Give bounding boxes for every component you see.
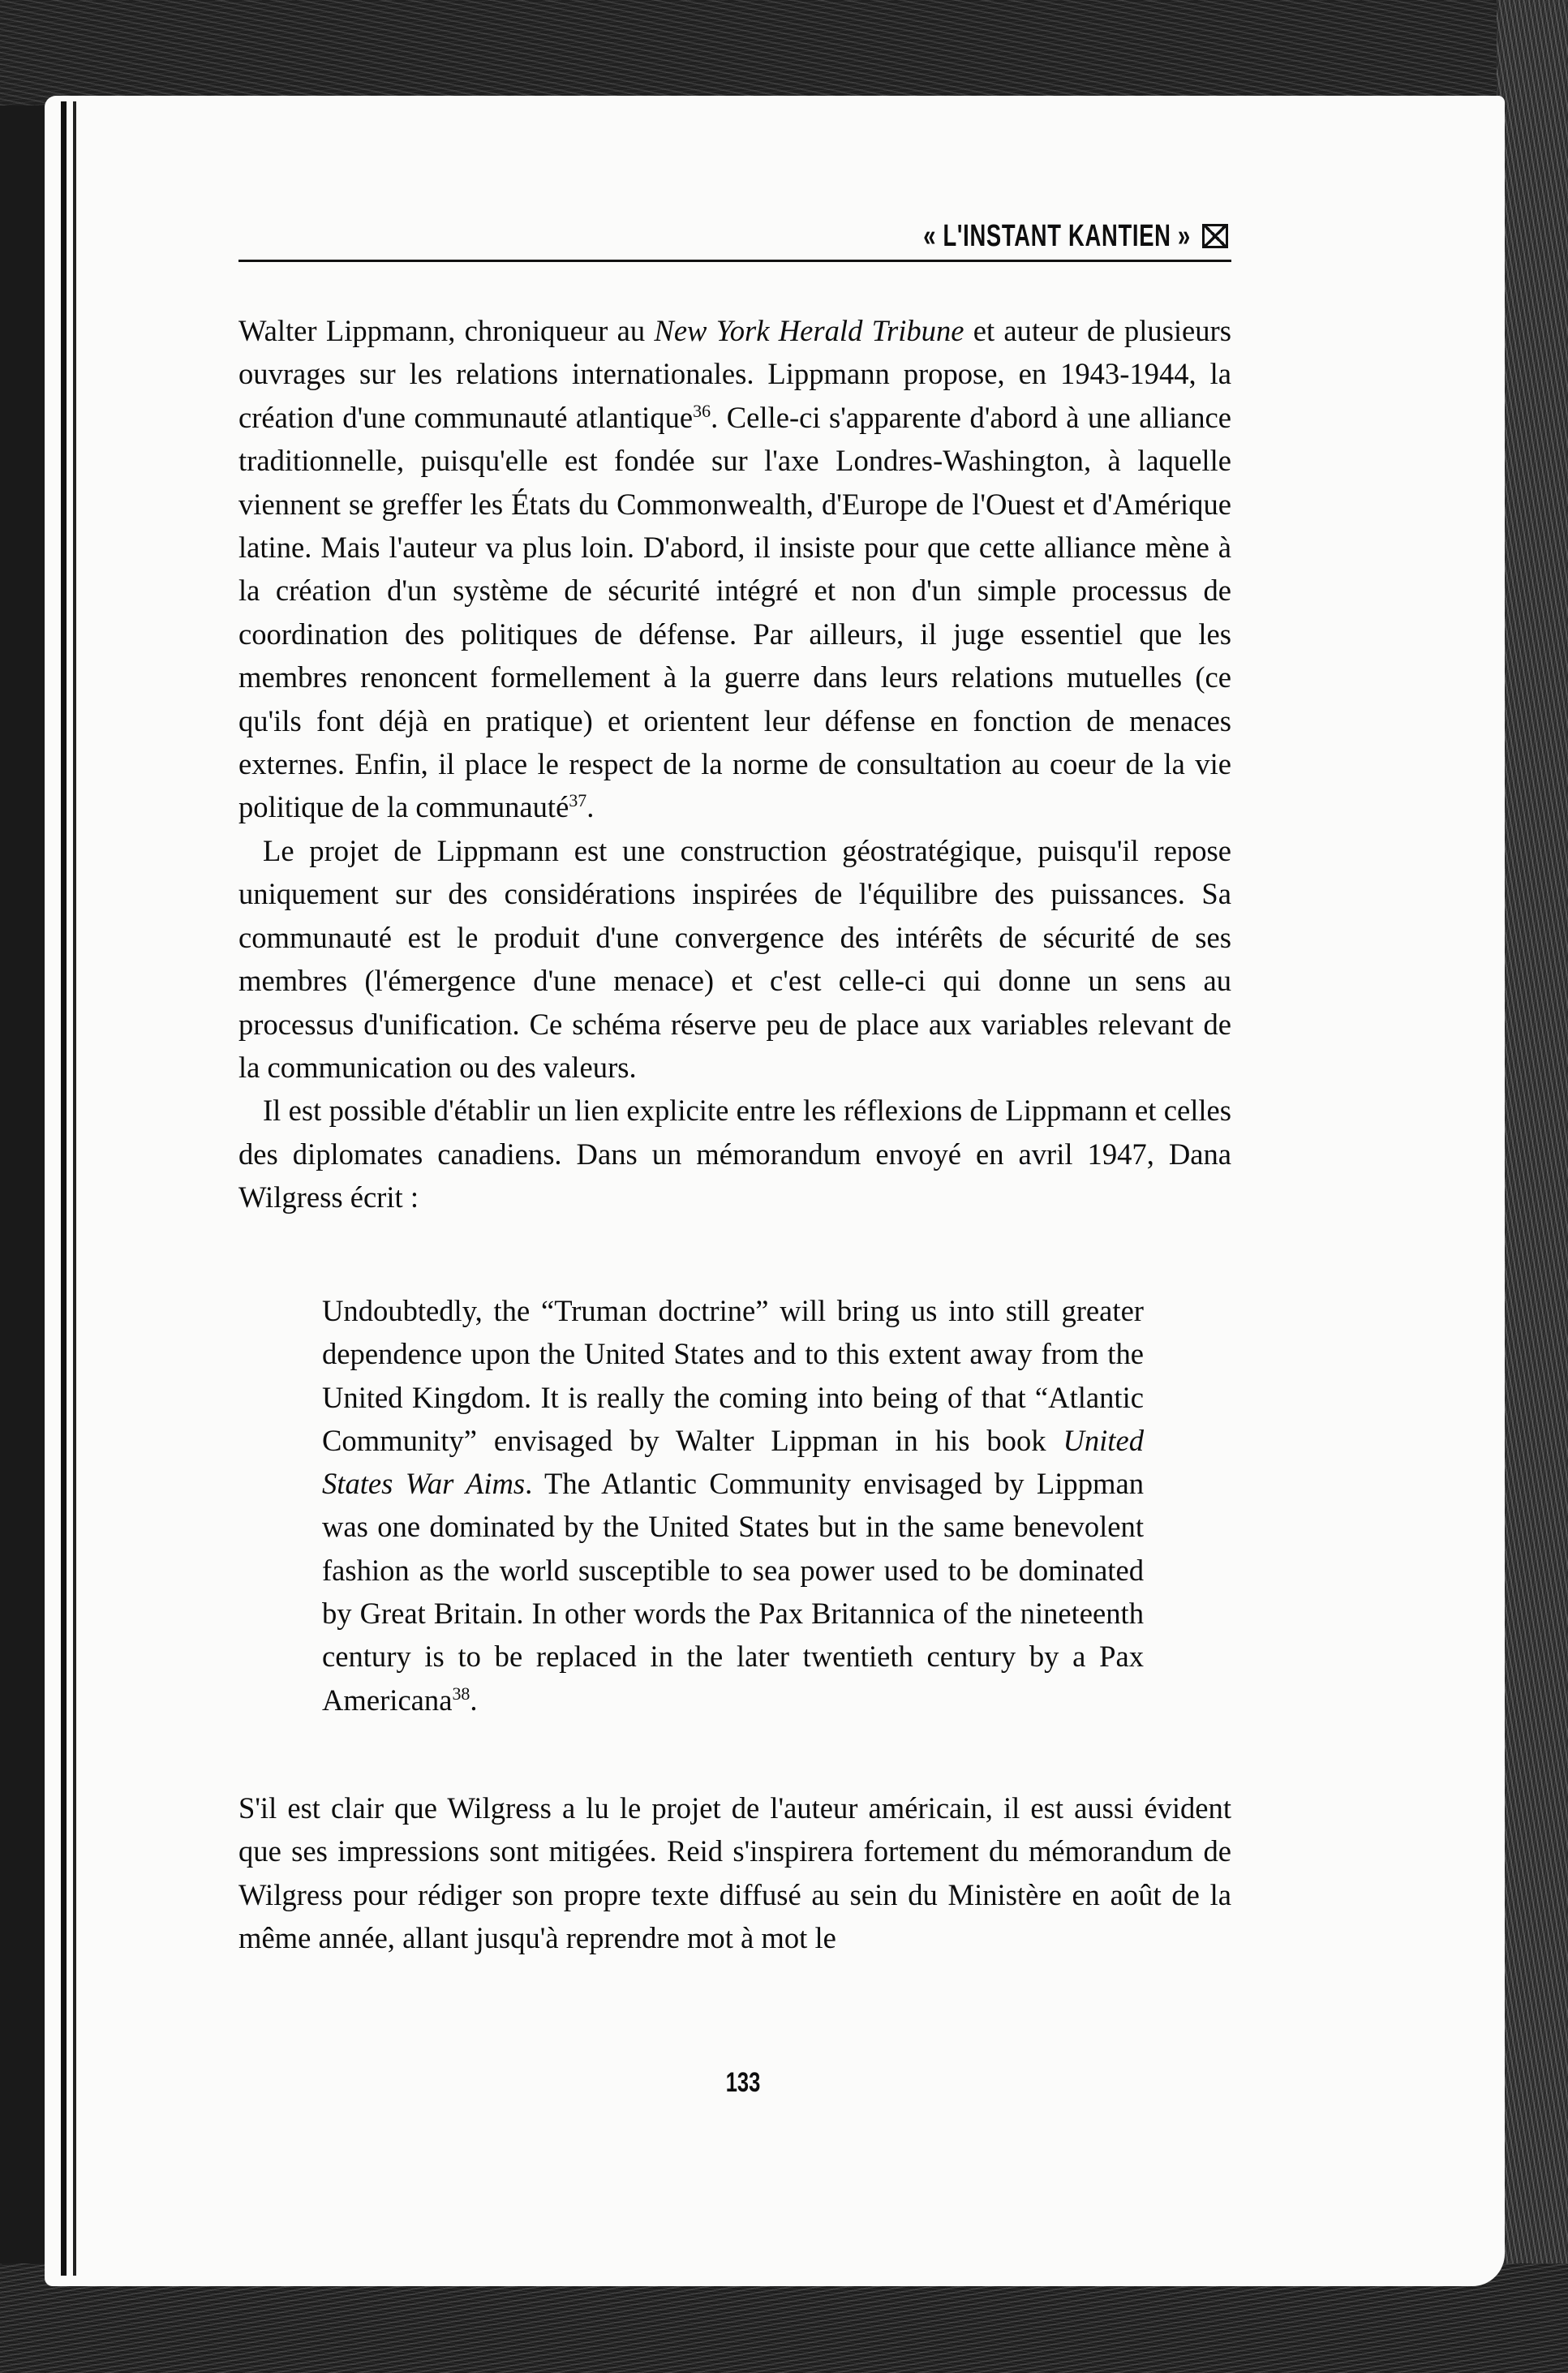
binding-spine-line: [61, 101, 67, 2276]
running-header: [238, 217, 1231, 262]
footnote-ref-36: 36: [693, 400, 711, 421]
paragraph-3: Il est possible d'établir un lien explicite entre les réflexions de Lippmann et celles des diplomates canadiens. Dans un mémorandum envoyé en avril 1947, Dana Wilgress écrit :: [238, 1094, 1231, 1214]
running-title: « L'INSTANT KANTIEN »: [923, 219, 1191, 253]
page-number: 133: [725, 2067, 761, 2098]
footnote-ref-38: 38: [452, 1683, 470, 1704]
quote-paragraph: Undoubtedly, the “Truman doctrine” will bring us into still greater dependence upon the United States and to this extent away from the United Kingdom. It is really the coming into being of that “Atlantic Community” envisaged by Walter Lippman in his book United States War Aims. The Atlantic Community envisaged by Lippman was one dominated by the United States but in the same benevolent fashion as the world susceptible to sea power used to be dominated by Great Britain. In other words the Pax Britannica of the nineteenth century is to be replaced in the later twentieth century by a Pax Americana$^{38}$.: [322, 1294, 1144, 1717]
paragraph-2: Le projet de Lippmann est une construction géostratégique, puisqu'il repose uniquement sur des considérations inspirées de l'équilibre des puissances. Sa communauté est le produit d'une convergence des intérêts de sécurité de ses membres (l'émergence d'une menace) et c'est celle-ci qui donne un sens au processus d'unification. Ce schéma réserve peu de place aux variables relevant de la communication ou des valeurs.: [238, 833, 1231, 1084]
scan-border-right: [1497, 0, 1568, 2373]
footnote-ref-37: 37: [569, 790, 587, 811]
body-text-top: [238, 309, 1231, 1219]
paragraph-4: S'il est clair que Wilgress a lu le projet de l'auteur américain, il est aussi évident que ses impressions sont mitigées. Reid s'inspirera fortement du mémorandum de Wilgress pour rédiger son propre texte diffusé au sein du Ministère en août de la même année, allant jusqu'à reprendre mot à mot le: [238, 1791, 1231, 1955]
block-quote: [322, 1289, 1144, 1722]
binding-spine-line: [73, 101, 76, 2276]
scan-border-top: [0, 0, 1568, 105]
body-text-bottom: [238, 1786, 1231, 1960]
decorative-square-icon: [1202, 224, 1228, 248]
paragraph-1: Walter Lippmann, chroniqueur au New York Herald Tribune et auteur de plusieurs ouvrages sur les relations internationales. Lippmann propose, en 1943-1944, la création d'une communauté atlantique$^{36}$. Celle-ci s'apparente d'abord à une alliance traditionnelle, puisqu'elle est fondée sur l'axe Londres-Washington, à laquelle viennent se greffer les États du Commonwealth, d'Europe de l'Ouest et d'Amérique latine. Mais l'auteur va plus loin. D'abord, il insiste pour que cette alliance mène à la création d'un système de sécurité intégré et non d'un simple processus de coordination des politiques de défense. Par ailleurs, il juge essentiel que les membres renoncent formellement à la guerre dans leurs relations mutuelles (ce qu'ils font déjà en pratique) et orientent leur défense en fonction de menaces externes. Enfin, il place le respect de la norme de consultation au coeur de la vie politique de la communauté$^{37}$.: [238, 314, 1231, 824]
